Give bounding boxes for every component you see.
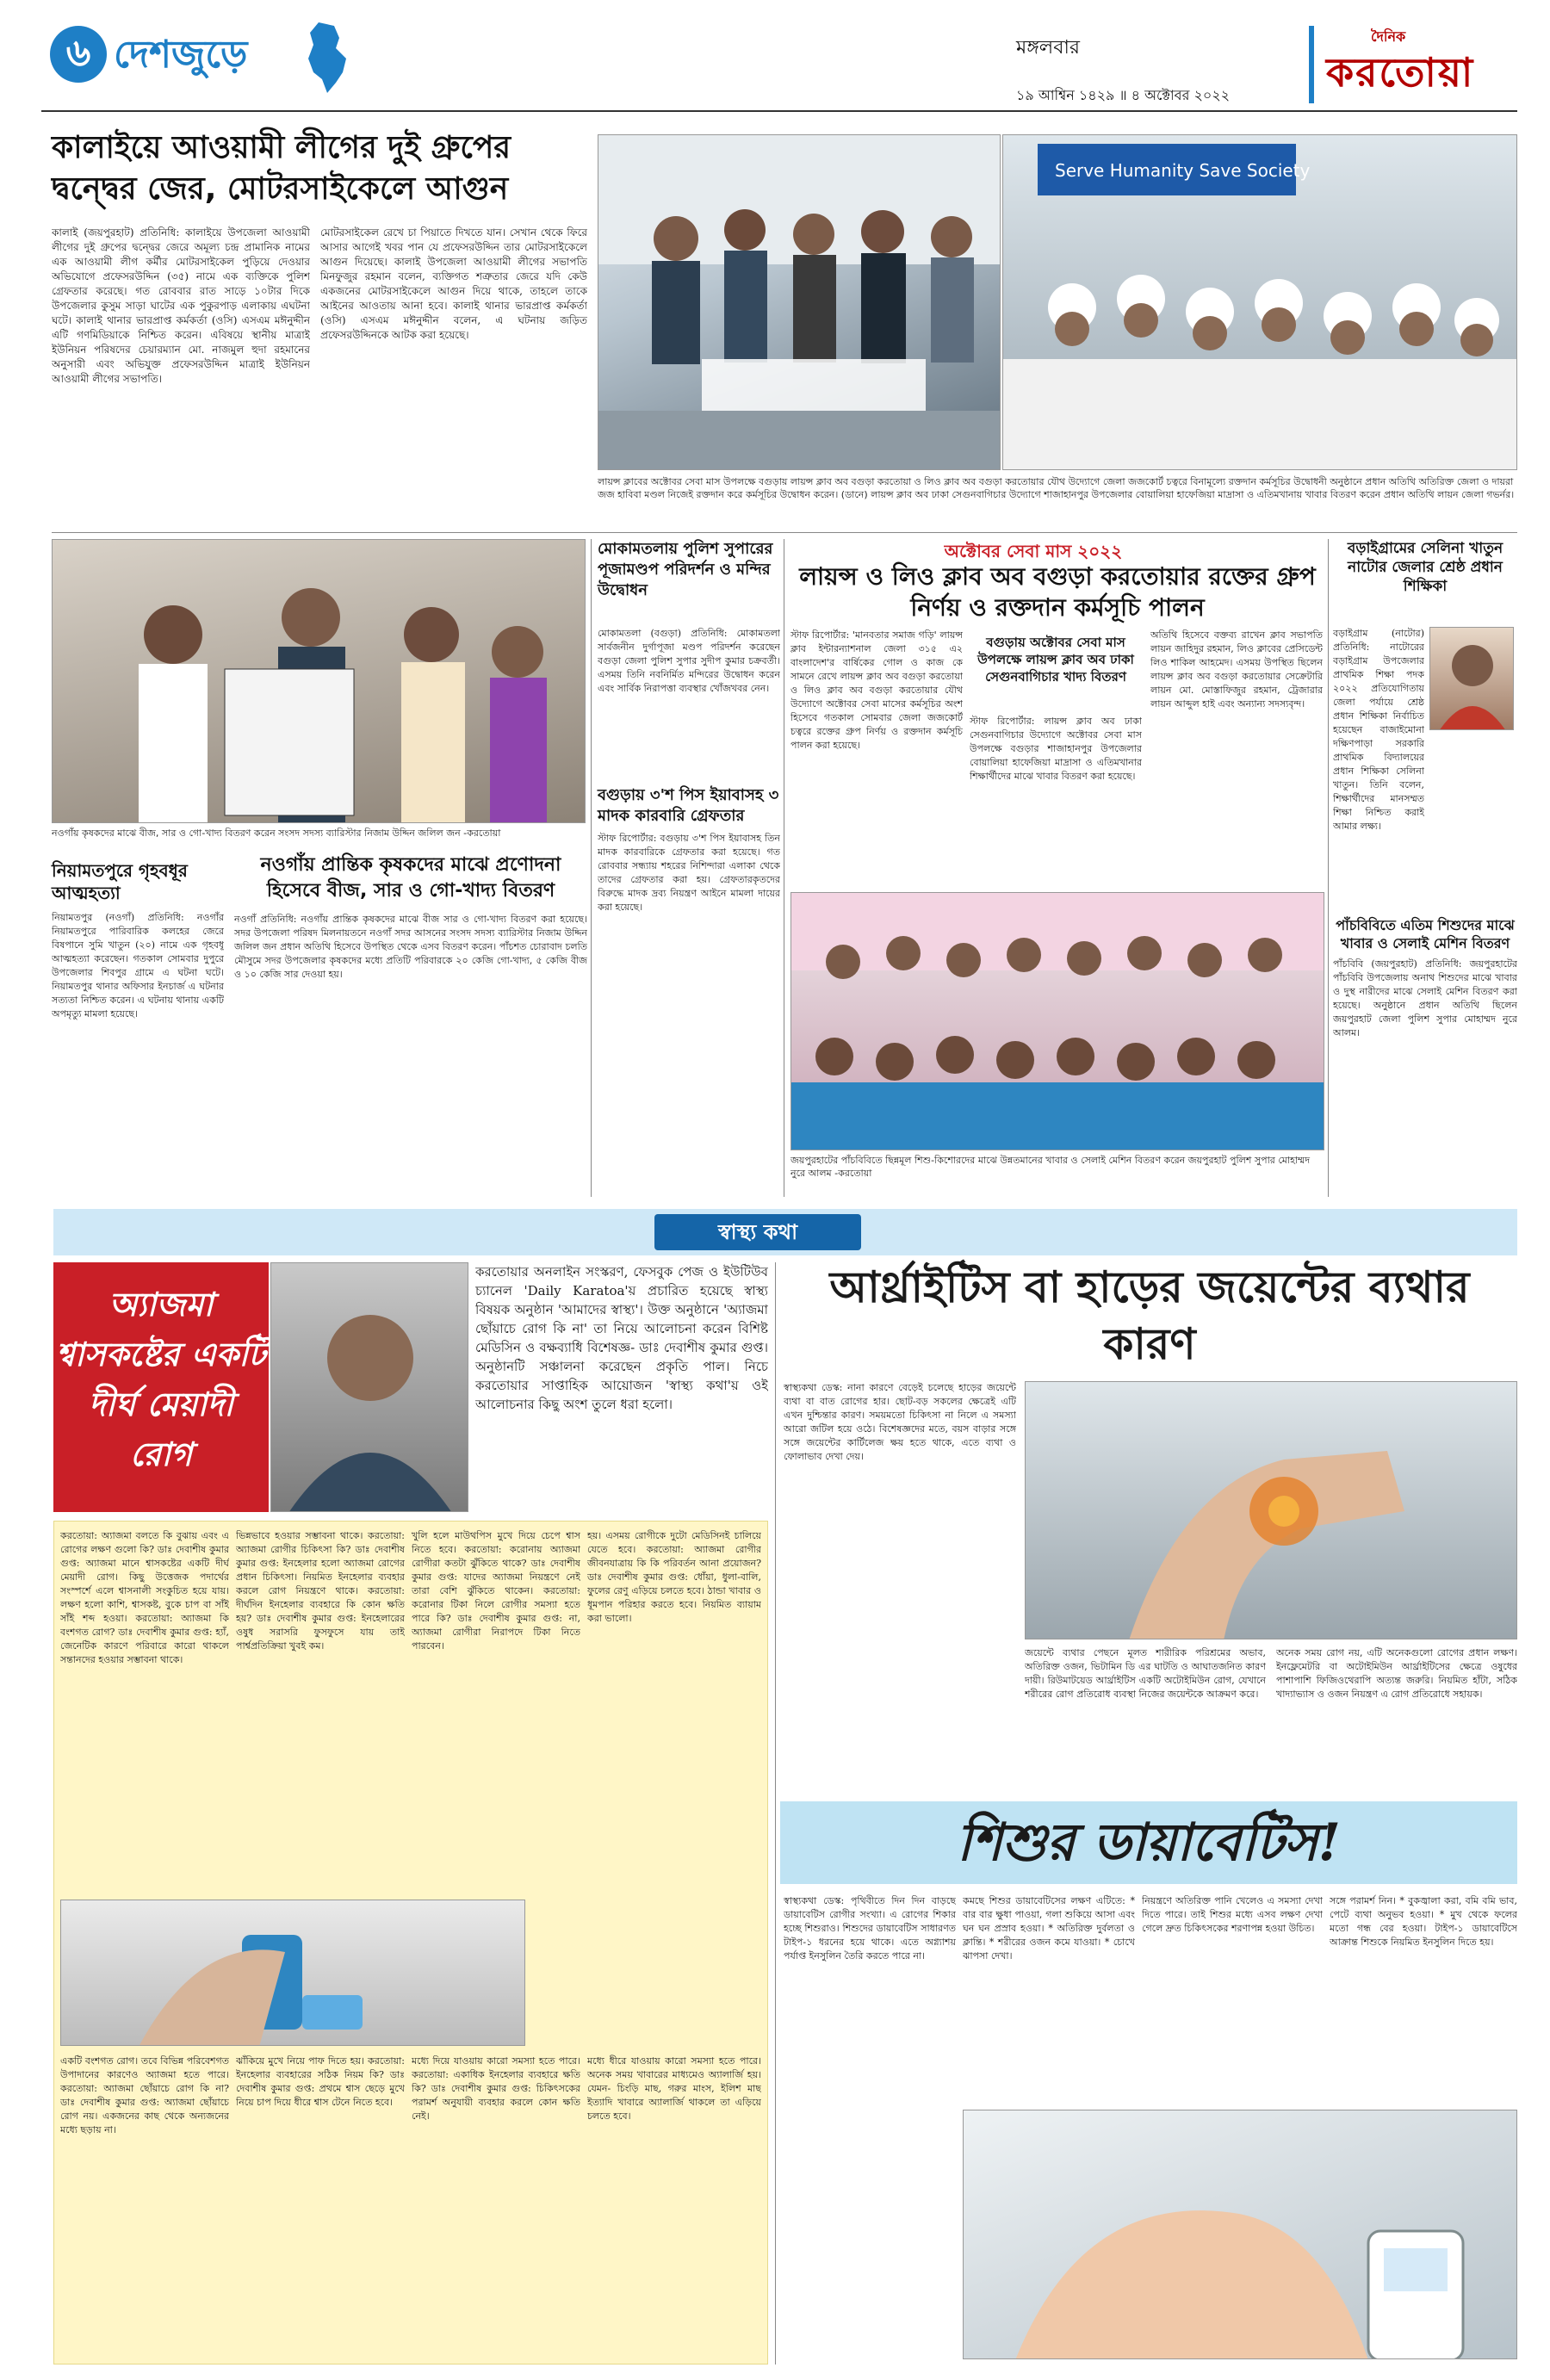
health-intro: করতোয়ার অনলাইন সংস্করণ, ফেসবুক পেজ ও ইউটিউব চ্যানেল 'Daily Karatoa'য় প্রচারিত হয়েছে স্বাস্থ্য বিষয়ক অনুষ্ঠান 'আমাদের স্বাস্থ্য'। উক্ত অনুষ্ঠানে 'অ্যাজমা ছোঁয়াচে রোগ কি না' তা নিয়ে আলোচনা করেন বিশিষ্ট মেডিসিন ও বক্ষব্যাধি বিশেষজ্ঞ- ডাঃ দেবাশীষ কুমার গুপ্ত। অনুষ্ঠানটি সঞ্চালনা করেছেন প্রকৃতি পাল। নিচে করতোয়ার সাপ্তাহিক আয়োজন 'স্বাস্থ্য কথা'য় ওই আলোচনার কিছু অংশ তুলে ধরা হলো।	[475, 1264, 768, 1412]
portrait-illustration	[271, 1263, 468, 1512]
lead-headline: কালাইয়ে আওয়ামী লীগের দুই গ্রুপের দ্বন্দ্বের জের, মোটরসাইকেলে আগুন	[52, 130, 512, 207]
qa-col4: হয়। এসময় রোগীকে দুটো মেডিসিনই চালিয়ে যেতে হবে। করতোয়া: অ্যাজমা রোগীর জীবনযাত্রায় কি কি পরিবর্তন আনা প্রয়োজন? ডাঃ দেবাশীষ কুমার গুপ্ত: ধোঁয়া, ধুলা-বালি, ফুলের রেণু এড়িয়ে চলতে হবে। ঠান্ডা খাবার ও ধূমপান পরিহার করতে হবে। নিয়মিত ব্যায়াম করা ভালো।	[587, 1530, 761, 1624]
lions-body-col1: স্টাফ রিপোর্টার: 'মানবতার সমাজ গড়ি' লায়ন্স ক্লাব ইন্টারন্যাশনাল জেলা ৩১৫ এ২ বাংলাদেশ'র বার্ষিকের গোল ও কাজ কে সামনে রেখে লায়ন্স ক্লাব অব বগুড়া করতোয়া ও লিও ক্লাব অব বগুড়া করতোয়ার যৌথ উদ্যোগে অক্টোবর সেবা মাসের কর্মসূচির অংশ হিসেবে গতকাল সোমবার জেলা জজকোর্ট চত্বরে রক্তের গ্রুপ নির্ণয় ও রক্তদান কর্মসূচি পালন করা হয়েছে।	[790, 629, 963, 751]
mokamtola-headline: মোকামতলায় পুলিশ সুপারের পূজামণ্ডপ পরিদর্শন ও মন্দির উদ্বোধন	[598, 540, 773, 599]
sewing-body: পাঁচবিবি (জয়পুরহাট) প্রতিনিধি: জয়পুরহাটের পাঁচবিবি উপজেলায় অনাথ শিশুদের মাঝে খাবার ও দুস্থ নারীদের মাঝে সেলাই মেশিন বিতরণ করা হয়েছে। অনুষ্ঠানে প্রধান অতিথি ছিলেন জয়পুরহাট জেলা পুলিশ সুপার মোহাম্মদ নুরে আলম।	[1333, 958, 1517, 1038]
food-distribution-photo	[1002, 134, 1517, 470]
lions-body-col2: অতিথি হিসেবে বক্তব্য রাখেন ক্লাব সভাপতি লায়ন জাহিদুর রহমান, লিও ক্লাবের প্রেসিডেন্ট লিও শাকিল আহমেদ। এসময় উপস্থিত ছিলেন লায়ন্স ক্লাব অব বগুড়া করতোয়ার সেক্রেটারি লায়ন মো. মোস্তাফিজুর রহমান, ট্রেজারার লায়ন আব্দুল হাই এবং অন্যান্য সদস্যবৃন্দ।	[1150, 629, 1323, 710]
qa-col3: খুলি হলে মাউথপিস মুখে দিয়ে চেপে শ্বাস নিতে হবে। করতোয়া: করোনায় অ্যাজমা রোগীরা কতটা ঝুঁকিতে থাকে? ডাঃ দেবাশীষ কুমার গুপ্ত: যাদের অ্যাজমা নিয়ন্ত্রণে নেই তারা বেশি ঝুঁকিতে থাকেন। করতোয়া: করোনার টিকা নিলে রোগীর সমস্যা হতে পারে কি? ডাঃ দেবাশীষ কুমার গুপ্ত: না, অ্যাজমা রোগীরা নিরাপদে টিকা নিতে পারবেন।	[412, 1530, 580, 1652]
seguna-body: স্টাফ রিপোর্টার: লায়ন্স ক্লাব অব ঢাকা সেগুনবাগিচার উদ্যোগে অক্টোবর সেবা মাস উপলক্ষে বগুড়ার শাজাহানপুর উপজেলার বোয়ালিয়া হাফেজিয়া মাদ্রাসা ও এতিমখানার শিক্ষার্থীদের মাঝে খাবার বিতরণ করা হয়েছে।	[970, 716, 1142, 782]
diabetes-body-col2: কমছে শিশুর ডায়াবেটিসের লক্ষণ এটিতে: * বার বার ক্ষুধা পাওয়া, গলা শুকিয়ে আসা এবং ঘন ঘন প্রস্রাব হওয়া। * অতিরিক্ত দুর্বলতা ও ক্লান্তি। * শরীরের ওজন কমে যাওয়া। * চোখে ঝাপসা দেখা।	[963, 1895, 1135, 1962]
mokamtola-body: মোকামতলা (বগুড়া) প্রতিনিধি: মোকামতলা সার্বজনীন দুর্গাপূজা মণ্ডপ পরিদর্শন করেছেন বগুড়া জেলা পুলিশ সুপার সুদীপ কুমার চক্রবর্তী। এসময় তিনি নবনির্মিত মন্দিরের উদ্বোধন করেন এবং সার্বিক নিরাপত্তা ব্যবস্থার খোঁজখবর নেন।	[598, 628, 780, 694]
qa-bottom4: মধ্যে ধীরে যাওয়ায় কারো সমস্যা হতে পারে। অনেক সময় খাবারের মাধ্যমেও অ্যালার্জি হয়। যেমন- চিংড়ি মাছ, গরুর মাংস, ইলিশ মাছ ইত্যাদি খাবারে অ্যালার্জি থাকলে তা এড়িয়ে চলতে হবে।	[587, 2055, 761, 2122]
qa-col2: ভিন্নভাবে হওয়ার সম্ভাবনা থাকে। করতোয়া: অ্যাজমা রোগীর চিকিৎসা কি? ডাঃ দেবাশীষ কুমার গুপ্ত: ইনহেলার হলো অ্যাজমা রোগের প্রধান চিকিৎসা। নিয়মিত ইনহেলার ব্যবহার করলে রোগ নিয়ন্ত্রণে থাকে। করতোয়া: দীর্ঘদিন ইনহেলার ব্যবহারে কি কোন ক্ষতি হয়? ডাঃ দেবাশীষ কুমার গুপ্ত: ইনহেলারের ওষুধ সরাসরি ফুসফুসে যায় তাই পার্শ্বপ্রতিক্রিয়া খুবই কম।	[236, 1530, 405, 1652]
arthritis-title: আর্থ্রাইটিস বা হাড়ের জয়েন্টের ব্যথার কারণ	[829, 1261, 1470, 1369]
photo-illustration	[1003, 135, 1517, 470]
naogaon-headline: নওগাঁয় প্রান্তিক কৃষকদের মাঝে প্রণোদনা হিসেবে বীজ, সার ও গো-খাদ্য বিতরণ	[260, 854, 561, 902]
section-title: দেশজুড়ে	[114, 33, 248, 77]
qa-bottom3: মধ্যে দিয়ে যাওয়ায় কারো সমস্যা হতে পারে। করতোয়া: একাধিক ইনহেলার ব্যবহারে ক্ষতি কি? ডাঃ দেবাশীষ কুমার গুপ্ত: চিকিৎসকের পরামর্শ অনুযায়ী ব্যবহার করলে কোন ক্ষতি নেই।	[412, 2055, 580, 2122]
brand-prefix: দৈনিক	[1371, 28, 1406, 45]
brand-logo: করতোয়া	[1326, 49, 1475, 96]
children-photo-caption: জয়পুরহাটের পাঁচবিবিতে ছিন্নমূল শিশু-কিশোরদের মাঝে উন্নতমানের খাবার ও সেলাই মেশিন বিতরণ করেন জয়পুরহাট পুলিশ সুপার মোহাম্মদ নুরে আলম -করতোয়া	[790, 1155, 1310, 1179]
headmistress-headline: বড়াইগ্রামের সেলিনা খাতুন নাটোর জেলার শ্রেষ্ঠ প্রধান শিক্ষিকা	[1347, 540, 1504, 595]
photo-illustration	[598, 135, 1001, 470]
column-rule	[591, 539, 592, 1197]
qa-bottom1: একটি বংশগত রোগ। তবে বিভিন্ন পরিবেশগত উপাদানের কারণেও অ্যাজমা হতে পারে। করতোয়া: অ্যাজমা ছোঁয়াচে রোগ কি না? ডাঃ দেবাশীষ কুমার গুপ্ত: অ্যাজমা ছোঁয়াচে রোগ নয়। একজনের কাছ থেকে অন্যজনের মধ্যে ছড়ায় না।	[60, 2055, 229, 2135]
section-rule	[52, 532, 1517, 533]
knee-pain-photo	[1025, 1381, 1517, 1639]
lead-body-col1: কালাই (জয়পুরহাট) প্রতিনিধি: কালাইয়ে উপজেলা আওয়ামী লীগের দুই গ্রুপের দ্বন্দ্বের জেরে অমূল্য চন্দ্র প্রামানিক নামের এক আওয়ামী লীগ কর্মীর মোটরসাইকেল পুড়িয়ে দেওয়ার অভিযোগে প্রফেসরউদ্দিন (৩৫) নামে এক ব্যক্তিকে পুলিশ গ্রেফতার করেছে। গত রোববার রাত সাড়ে ১০টার দিকে উপজেলার কুসুম সাড়া ঘাটের এক পুকুরপাড় এলাকায় এঘটনা ঘটে। কালাই থানার ভারপ্রাপ্ত কর্মকর্তা (ওসি) এসএম মঈনুদ্দীন এটি গণমিডিয়াকে নিশ্চিত করেন। এবিষয়ে স্থানীয় মাত্রাই ইউনিয়ন পরিষদের চেয়ারম্যান মো. নাজমুল হুদা রহমানের অনুসারী এবং অভিযুক্ত প্রফেসরউদ্দিন মাত্রাই ইউনিয়ন আওয়ামী লীগের সভাপতি।	[52, 226, 310, 385]
bangladesh-map-icon	[301, 19, 353, 96]
lead-body-col2: মোটরসাইকেল রেখে চা পিয়াতে দিখতে যান। সেখান থেকে ফিরে আসার আগেই খবর পান যে প্রফেসরউদ্দিন তার মোটরসাইকেলে আগুন দিয়েছে। কালাই উপজেলা আওয়ামী লীগের সভাপতি মিনফুজুর রহমান বলেন, ব্যক্তিগত শত্রুতার জেরে যদি কেউ একজনের মোটরসাইকেলে আগুন দিয়ে থাকে, তাহলে তাকে আইনের আওতায় আনা হবে। কালাই থানার ভারপ্রাপ্ত কর্মকর্তা (ওসি) এসএম মঈনুদ্দীন বলেন, এ ঘটনায় জড়িত প্রফেসরউদ্দিনকে আটক করা হয়েছে।	[320, 226, 587, 341]
doctor-photo	[270, 1262, 468, 1512]
inhaler-illustration	[61, 1900, 525, 2046]
portrait-illustration	[1430, 628, 1514, 730]
column-rule	[1328, 539, 1329, 1197]
diabetes-body-col3: নিয়ন্ত্রণে অতিরিক্ত পানি খেলেও এ সমস্যা দেখা দিতে পারে। তাই শিশুর মধ্যে এসব লক্ষণ দেখা গেলে দ্রুত চিকিৎসকের শরণাপন্ন হওয়া উচিত।	[1142, 1895, 1323, 1934]
photo-banner-text: Serve Humanity Save Society	[1055, 160, 1311, 181]
qa-col1: করতোয়া: অ্যাজমা বলতে কি বুঝায় এবং এ রোগের লক্ষণ গুলো কি? ডাঃ দেবাশীষ কুমার গুপ্ত: অ্যাজমা মানে শ্বাসকষ্টের একটি দীর্ঘ মেয়াদী রোগ। কিছু উত্তেজক পদার্থের সংস্পর্শে এলে শ্বাসনালী সংকুচিত হয়ে যায়। লক্ষণ হলো কাশি, শ্বাসকষ্ট, বুকে চাপ বা সাঁই সাঁই শব্দ হওয়া। করতোয়া: অ্যাজমা কি বংশগত রোগ? ডাঃ দেবাশীষ কুমার গুপ্ত: হ্যাঁ, জেনেটিক কারণে পরিবারে কারো থাকলে সন্তানদের হওয়ার সম্ভাবনা থাকে।	[60, 1530, 229, 1665]
knee-illustration	[1026, 1382, 1517, 1639]
suicide-body: নিয়ামতপুর (নওগাঁ) প্রতিনিধি: নওগাঁর নিয়ামতপুরে পারিবারিক কলহের জেরে বিষপানে সুমি খাতুন (২০) নামে এক গৃহবধূ আত্মহত্যা করেছেন। গতকাল সোমবার দুপুরে উপজেলার শিবপুর গ্রামে এ ঘটনা ঘটে। নিয়ামতপুর থানার অফিসার ইনচার্জ এ ঘটনার সত্যতা নিশ্চিত করেন। এ ঘটনায় থানায় একটি অপমৃত্যু মামলা হয়েছে।	[52, 912, 224, 1020]
seed-distribution-photo	[52, 539, 586, 823]
yaba-body: স্টাফ রিপোর্টার: বগুড়ায় ৩'শ পিস ইয়াবাসহ তিন মাদক কারবারিকে গ্রেফতার করা হয়েছে। গত রোববার সন্ধ্যায় শহরের নিশিন্দারা এলাকা থেকে তাদের গ্রেফতার করা হয়। গ্রেফতারকৃতদের বিরুদ্ধে মাদক দ্রব্য নিয়ন্ত্রণ আইনে মামলা দায়ের করা হয়েছে।	[598, 833, 780, 913]
diabetes-body-col4: সঙ্গে পরামর্শ নিন। * বুকজ্বালা করা, বমি বমি ভাব, পেটে ব্যথা অনুভব হওয়া। * মুখ থেকে ফলের মতো গন্ধ বের হওয়া। টাইপ-১ ডায়াবেটিসে আক্রান্ত শিশুকে নিয়মিত ইনসুলিন দিতে হয়।	[1330, 1895, 1517, 1948]
health-section-label: স্বাস্থ্য কথা	[654, 1214, 861, 1250]
arthritis-body-col2: জয়েন্টে ব্যথার পেছনে মূলত শারীরিক পরিশ্রমের অভাব, অতিরিক্ত ওজন, ভিটামিন ডি এর ঘাটতি ও আঘাতজনিত কারণ দায়ী। রিউমাটয়েড আর্থ্রাইটিস একটি অটোইমিউন রোগ, যেখানে শরীরের রোগ প্রতিরোধ ব্যবস্থা নিজের জয়েন্টকে আক্রমণ করে।	[1025, 1647, 1266, 1700]
photo-illustration	[53, 540, 586, 823]
qa-bottom2: ঝাঁকিয়ে মুখে নিয়ে পাফ দিতে হয়। করতোয়া: ইনহেলার ব্যবহারের সঠিক নিয়ম কি? ডাঃ দেবাশীষ কুমার গুপ্ত: প্রথমে শ্বাস ছেড়ে মুখে নিয়ে চাপ দিয়ে ধীরে শ্বাস টেনে নিতে হবে।	[236, 2055, 405, 2108]
page-number: ৬	[50, 26, 107, 83]
asthma-title-box	[53, 1262, 269, 1512]
glucose-illustration	[964, 2110, 1517, 2359]
blood-donation-photo	[598, 134, 1001, 470]
diabetes-title: শিশুর ডায়াবেটিস!	[957, 1813, 1341, 1873]
issue-date: ১৯ আশ্বিন ১৪২৯ ॥ ৪ অক্টোবর ২০২২	[1016, 87, 1231, 103]
lions-headline: লায়ন্স ও লিও ক্লাব অব বগুড়া করতোয়ার রক্তের গ্রুপ নির্ণয় ও রক্তদান কর্মসূচি পালন	[799, 562, 1316, 622]
arthritis-body-col1: স্বাস্থ্যকথা ডেস্ক: নানা কারণে বেড়েই চলেছে হাড়ের জয়েন্টে ব্যথা বা বাত রোগের হার। ছোট-বড় সকলের ক্ষেত্রেই এটি এখন দুশ্চিন্তার কারণ। সময়মতো চিকিৎসা না নিলে এ সমস্যা আরো জটিল হয়ে ওঠে। বিশেষজ্ঞদের মতে, বয়স বাড়ার সঙ্গে সঙ্গে জয়েন্টের কার্টিলেজ ক্ষয় হতে থাকে, এতে ব্যথা ও ফোলাভাব দেখা দেয়।	[784, 1382, 1016, 1462]
mid-photo-caption: নওগাঁয় কৃষকদের মাঝে বীজ, সার ও গো-খাদ্য বিতরণ করেন সংসদ সদস্য ব্যারিস্টার নিজাম উদ্দিন জলিল জন -করতোয়া	[52, 827, 501, 839]
child-glucose-photo	[963, 2110, 1517, 2359]
diabetes-body-col1: স্বাস্থ্যকথা ডেস্ক: পৃথিবীতে দিন দিন বাড়ছে ডায়াবেটিস রোগীর সংখ্যা। এ রোগের শিকার হচ্ছে শিশুরাও। শিশুদের ডায়াবেটিস সাধারণত টাইপ-১ ধরনের হয়ে থাকে। এতে অগ্ন্যাশয় পর্যাপ্ত ইনসুলিন তৈরি করতে পারে না।	[784, 1895, 956, 1962]
suicide-headline: নিয়ামতপুরে গৃহবধূর আত্মহত্যা	[52, 860, 188, 903]
seba-mas-banner: অক্টোবর সেবা মাস ২০২২	[944, 541, 1123, 561]
inhaler-photo	[60, 1900, 525, 2046]
yaba-headline: বগুড়ায় ৩'শ পিস ইয়াবাসহ ৩ মাদক কারবারি গ্রেফতার	[598, 786, 779, 825]
issue-day: মঙ্গলবার	[1016, 37, 1080, 59]
masthead-rule	[41, 110, 1517, 112]
arthritis-body-col3: অনেক সময় রোগ নয়, এটি অনেকগুলো রোগের প্রধান লক্ষণ। ইনফ্লেমেটরি বা অটোইমিউন আর্থ্রাইটিসের ক্ষেত্রে ওষুধের পাশাপাশি ফিজিওথেরাপি অত্যন্ত জরুরি। নিয়মিত হাঁটা, সঠিক খাদ্যাভ্যাস ও ওজন নিয়ন্ত্রণ এ রোগ প্রতিরোধে সহায়ক।	[1276, 1647, 1517, 1700]
column-rule	[775, 1262, 776, 2365]
top-photo-caption: লায়ন্স ক্লাবের অক্টোবর সেবা মাস উপলক্ষে বগুড়ায় লায়ন্স ক্লাব অব বগুড়া করতোয়া ও লিও ক্লাব অব বগুড়া করতোয়ার যৌথ উদ্যোগে জেলা জজকোর্ট চত্বরে বিনামূল্যে রক্তদান কর্মসূচির উদ্বোধনী অনুষ্ঠানে প্রধান অতিথি অতিরিক্ত জেলা ও দায়রা জজ হাবিবা মণ্ডল নিজেই রক্তদান করে কর্মসূচির উদ্বোধন করেন। (ডানে) লায়ন্স ক্লাব অব ঢাকা সেগুনবাগিচার উদ্যোগে শাজাহানপুর উপজেলার বোয়ালিয়া হাফেজিয়া মাদ্রাসা ও এতিমখানায় খাবার বিতরণ করেন প্রধান অতিথি লায়ন জেলা গভর্নর।	[598, 476, 1515, 500]
children-photo	[790, 892, 1324, 1150]
headmistress-portrait	[1429, 627, 1514, 730]
asthma-title: অ্যাজমা শ্বাসকষ্টের একটি দীর্ঘ মেয়াদী রোগ	[56, 1286, 266, 1473]
photo-illustration	[791, 893, 1324, 1150]
naogaon-body: নওগাঁ প্রতিনিধি: নওগাঁয় প্রান্তিক কৃষকদের মাঝে বীজ সার ও গো-খাদ্য বিতরণ করা হয়েছে। সদর উপজেলা পরিষদ মিলনায়তনে নওগাঁ সদর আসনের সংসদ সদস্য ব্যারিস্টার নিজাম উদ্দিন জলিল জন প্রধান অতিথি হিসেবে উপস্থিত থেকে এসব বিতরণ করেন। পাঁচশত চোরাবাদ চলতি মৌসুমে সদর উপজেলার কৃষকদের মধ্যে প্রতিটি পরিবারকে ২০ কেজি গো-খাদ্য, ৫ কেজি বীজ ও ১০ কেজি সার দেওয়া হয়।	[234, 914, 587, 980]
sewing-headline: পাঁচবিবিতে এতিম শিশুদের মাঝে খাবার ও সেলাই মেশিন বিতরণ	[1336, 917, 1515, 951]
seguna-headline: বগুড়ায় অক্টোবর সেবা মাস উপলক্ষে লায়ন্স ক্লাব অব ঢাকা সেগুনবাগিচার খাদ্য বিতরণ	[977, 635, 1134, 685]
brand-divider	[1309, 26, 1314, 103]
headmistress-body: বড়াইগ্রাম (নাটোর) প্রতিনিধি: নাটোরের বড়াইগ্রাম উপজেলার প্রাথমিক শিক্ষা পদক ২০২২ প্রতিযোগিতায় জেলা পর্যায়ে শ্রেষ্ঠ প্রধান শিক্ষিকা নির্বাচিত হয়েছেন বাজাইমোনা দক্ষিণপাড়া সরকারি প্রাথমিক বিদ্যালয়ের প্রধান শিক্ষিকা সেলিনা খাতুন। তিনি বলেন, শিক্ষার্থীদের মানসম্মত শিক্ষা নিশ্চিত করাই আমার লক্ষ্য।	[1333, 628, 1424, 832]
